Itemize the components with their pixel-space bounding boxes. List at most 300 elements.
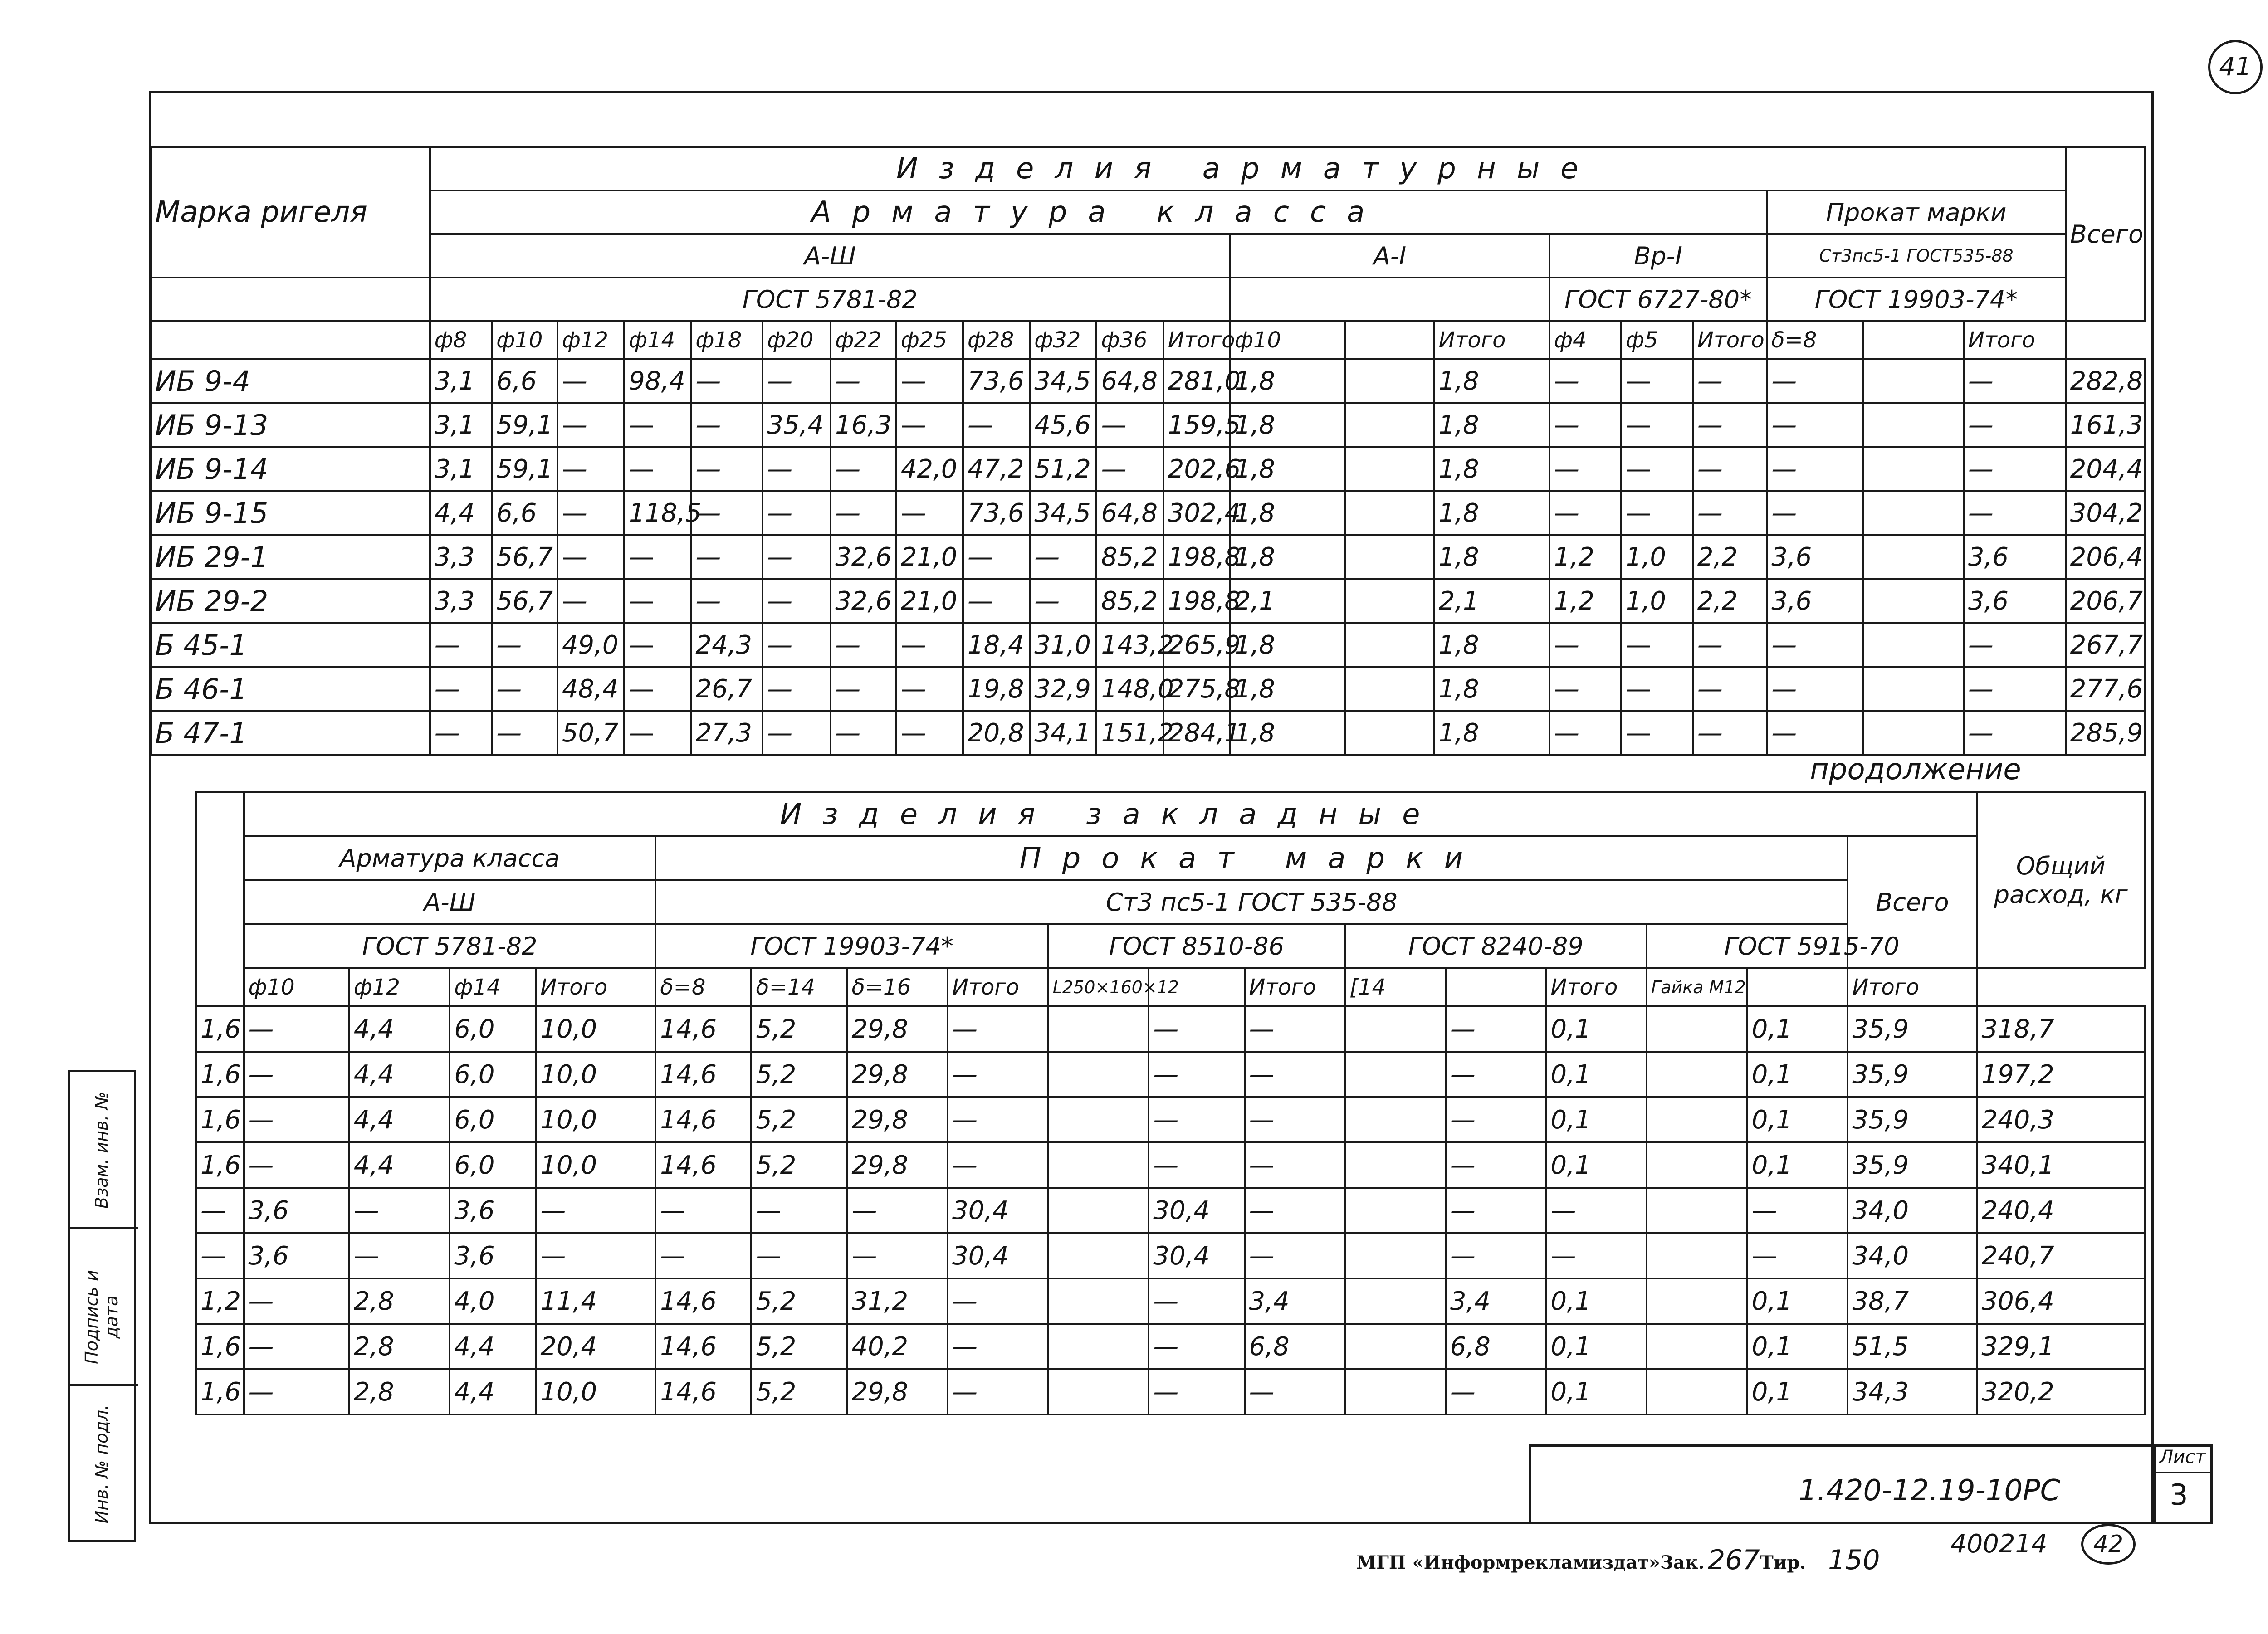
table-cell: 3,6 — [1767, 535, 1863, 579]
table-cell: — — [244, 1052, 349, 1097]
table-cell: — — [1767, 623, 1863, 667]
table-cell — [1345, 1233, 1446, 1278]
table-cell — [1345, 667, 1434, 711]
table-cell: — — [624, 579, 691, 623]
row-total: 277,6 — [2066, 667, 2145, 711]
table-row — [196, 1142, 2145, 1188]
table-cell: 198,8 — [1163, 579, 1230, 623]
table-row — [151, 579, 2145, 623]
sheet-number: 3 — [2170, 1478, 2188, 1512]
table-cell — [1345, 1097, 1446, 1142]
table-cell: 6,0 — [450, 1052, 536, 1097]
table-cell: — — [948, 1142, 1048, 1188]
table2-prokat-header: Прокат марки — [655, 836, 1848, 880]
table-cell: 4,4 — [349, 1097, 450, 1142]
column-header: ф5 — [1621, 321, 1693, 359]
table-row — [196, 1052, 2145, 1097]
table-cell: — — [691, 359, 763, 403]
table-cell: 64,8 — [1096, 359, 1163, 403]
table-cell: 3,3 — [430, 535, 492, 579]
table-cell: 59,1 — [492, 403, 557, 447]
table-cell: 275,8 — [1163, 667, 1230, 711]
table-cell: 1,8 — [1434, 667, 1549, 711]
row-vsego: 38,7 — [1848, 1278, 1977, 1324]
table-cell: — — [831, 359, 896, 403]
table-cell: 47,2 — [963, 447, 1030, 491]
table-cell: 56,7 — [492, 579, 557, 623]
table-cell: — — [1767, 491, 1863, 535]
sheet-box — [2154, 1444, 2213, 1524]
table-cell: — — [624, 403, 691, 447]
table-cell: — — [1446, 1369, 1546, 1415]
class-vr1-header: Вр-I — [1549, 234, 1767, 278]
table-row — [151, 711, 2145, 755]
table-cell: 3,6 — [450, 1233, 536, 1278]
table-cell: — — [624, 447, 691, 491]
column-header: Итого — [1163, 321, 1230, 359]
table-cell: — — [1767, 447, 1863, 491]
table2-gost-8240: ГОСТ 8240-89 — [1345, 924, 1647, 968]
table-cell — [1863, 623, 1964, 667]
table-cell: 34,5 — [1030, 491, 1096, 535]
column-header: Итого — [948, 968, 1048, 1006]
table-cell: 32,9 — [1030, 667, 1096, 711]
table-cell: 6,0 — [450, 1142, 536, 1188]
row-total: 204,4 — [2066, 447, 2145, 491]
table-cell — [1647, 1142, 1747, 1188]
table-cell: 1,8 — [1230, 623, 1345, 667]
table-cell: — — [557, 491, 624, 535]
table-cell: 10,0 — [536, 1006, 655, 1052]
column-header: ф10 — [244, 968, 349, 1006]
table-cell: 0,1 — [1747, 1369, 1848, 1415]
table-cell: 3,4 — [1446, 1278, 1546, 1324]
row-mark: ИБ 9-4 — [151, 359, 430, 403]
table-cell: 1,2 — [196, 1278, 244, 1324]
class-a1-header: А-I — [1230, 234, 1549, 278]
table-cell: — — [1747, 1233, 1848, 1278]
table-cell: 2,2 — [1693, 535, 1767, 579]
table-cell: 20,4 — [536, 1324, 655, 1369]
table-cell: 148,0 — [1096, 667, 1163, 711]
table-cell — [1048, 1278, 1149, 1324]
table-cell: — — [349, 1233, 450, 1278]
table-cell: 29,8 — [847, 1097, 948, 1142]
table-cell: 5,2 — [751, 1369, 847, 1415]
table-cell: 0,1 — [1747, 1324, 1848, 1369]
table-cell: — — [492, 667, 557, 711]
table-cell: — — [1964, 491, 2066, 535]
table-cell: 26,7 — [691, 667, 763, 711]
row-total: 267,7 — [2066, 623, 2145, 667]
table-cell: — — [1621, 359, 1693, 403]
page-number-top: 41 — [2208, 40, 2263, 94]
table-cell: 30,4 — [1149, 1188, 1244, 1233]
prokat-grade-header: Ст3пс5-1 ГОСТ535-88 — [1767, 234, 2066, 278]
table-cell: 1,2 — [1549, 535, 1621, 579]
table-cell: 98,4 — [624, 359, 691, 403]
table-cell: — — [557, 403, 624, 447]
table-cell: 202,6 — [1163, 447, 1230, 491]
table-cell — [1345, 579, 1434, 623]
table-cell: 18,4 — [963, 623, 1030, 667]
table-cell: 14,6 — [655, 1369, 751, 1415]
table-cell: — — [196, 1188, 244, 1233]
table-cell: — — [624, 667, 691, 711]
table-cell: 1,8 — [1434, 359, 1549, 403]
table-cell: — — [1030, 579, 1096, 623]
table-cell: 302,4 — [1163, 491, 1230, 535]
table-cell: — — [1621, 711, 1693, 755]
table-cell: — — [430, 667, 492, 711]
table-cell: 2,1 — [1434, 579, 1549, 623]
table-cell: — — [691, 447, 763, 491]
table-cell — [1048, 1097, 1149, 1142]
table-cell: — — [1693, 711, 1767, 755]
table-cell: 284,1 — [1163, 711, 1230, 755]
gost-6727-header: ГОСТ 6727-80* — [1549, 278, 1767, 321]
column-header — [1345, 321, 1434, 359]
table-cell: 24,3 — [691, 623, 763, 667]
table-cell: — — [1693, 491, 1767, 535]
table-cell: 1,8 — [1230, 667, 1345, 711]
row-vsego: 35,9 — [1848, 1052, 1977, 1097]
table-cell: — — [948, 1369, 1048, 1415]
table-cell: 19,8 — [963, 667, 1030, 711]
table-cell: 48,4 — [557, 667, 624, 711]
table-cell: 6,6 — [492, 491, 557, 535]
table-cell: — — [763, 491, 831, 535]
table-cell: 0,1 — [1546, 1278, 1647, 1324]
side-label-signature-date: Подпись и дата — [82, 1270, 122, 1364]
row-mark: ИБ 29-2 — [151, 579, 430, 623]
column-header: [14 — [1345, 968, 1446, 1006]
table2-total-header: Общий расход, кг — [1977, 792, 2145, 968]
table-cell — [1647, 1324, 1747, 1369]
table-cell: 42,0 — [896, 447, 963, 491]
table-cell: 5,2 — [751, 1097, 847, 1142]
column-header: ф12 — [557, 321, 624, 359]
table-cell: — — [1245, 1142, 1345, 1188]
table-cell: 6,8 — [1446, 1324, 1546, 1369]
table-cell: — — [831, 447, 896, 491]
table-cell: 1,6 — [196, 1369, 244, 1415]
column-header: δ=8 — [1767, 321, 1863, 359]
table2-gost-19903: ГОСТ 19903-74* — [655, 924, 1048, 968]
table-cell: — — [763, 359, 831, 403]
table-cell: 30,4 — [948, 1233, 1048, 1278]
table-cell: — — [1964, 447, 2066, 491]
table-cell: 14,6 — [655, 1052, 751, 1097]
column-header — [1863, 321, 1964, 359]
table-cell: 31,0 — [1030, 623, 1096, 667]
table-cell — [1863, 579, 1964, 623]
table-cell: 1,6 — [196, 1324, 244, 1369]
table-cell: — — [1446, 1188, 1546, 1233]
table-cell: — — [1693, 447, 1767, 491]
table-row — [151, 667, 2145, 711]
column-header: Итого — [1964, 321, 2066, 359]
table-cell: 1,8 — [1434, 447, 1549, 491]
table-cell: — — [1149, 1278, 1244, 1324]
row-mark: Б 46-1 — [151, 667, 430, 711]
table-cell — [1345, 403, 1434, 447]
table-cell: 1,8 — [1434, 623, 1549, 667]
table-cell: — — [492, 623, 557, 667]
table-cell: — — [557, 447, 624, 491]
table-cell: — — [1964, 359, 2066, 403]
table-cell: — — [831, 491, 896, 535]
column-header: Итого — [1434, 321, 1549, 359]
table-cell: 10,0 — [536, 1369, 655, 1415]
table-cell: — — [1747, 1188, 1848, 1233]
table-cell: 31,2 — [847, 1278, 948, 1324]
table-cell: — — [1693, 667, 1767, 711]
table-cell — [1048, 1052, 1149, 1097]
table-cell: — — [557, 359, 624, 403]
table-cell: 29,8 — [847, 1006, 948, 1052]
table-cell: — — [1245, 1006, 1345, 1052]
row-vsego: 34,0 — [1848, 1233, 1977, 1278]
table-cell: 32,6 — [831, 535, 896, 579]
row-mark: ИБ 9-13 — [151, 403, 430, 447]
table-cell — [1345, 359, 1434, 403]
table-cell: 21,0 — [896, 535, 963, 579]
table-cell: — — [1446, 1097, 1546, 1142]
table-cell: 59,1 — [492, 447, 557, 491]
table-cell: — — [1245, 1052, 1345, 1097]
table-cell — [1647, 1233, 1747, 1278]
table-cell: — — [1693, 359, 1767, 403]
table-cell: 5,2 — [751, 1278, 847, 1324]
table-cell — [1863, 667, 1964, 711]
table-cell: 0,1 — [1546, 1006, 1647, 1052]
table-cell: 198,8 — [1163, 535, 1230, 579]
row-total: 240,3 — [1977, 1097, 2145, 1142]
column-header: ф28 — [963, 321, 1030, 359]
column-header: ф20 — [763, 321, 831, 359]
row-total: 206,7 — [2066, 579, 2145, 623]
table-cell: — — [691, 535, 763, 579]
row-vsego: 34,0 — [1848, 1188, 1977, 1233]
table-cell: — — [244, 1006, 349, 1052]
table-cell: — — [948, 1052, 1048, 1097]
table-cell: — — [1549, 667, 1621, 711]
table-cell: 2,1 — [1230, 579, 1345, 623]
table-cell — [1863, 491, 1964, 535]
table-cell: — — [1149, 1097, 1244, 1142]
table-cell: — — [1621, 403, 1693, 447]
table-cell: — — [1446, 1233, 1546, 1278]
table-cell — [1048, 1188, 1149, 1233]
table-cell: 2,8 — [349, 1369, 450, 1415]
bottom-page-number: 42 — [2081, 1524, 2136, 1565]
column-header: Итого — [1546, 968, 1647, 1006]
table-cell: — — [1693, 403, 1767, 447]
table-cell: — — [1245, 1097, 1345, 1142]
table-cell: — — [1767, 403, 1863, 447]
table-cell: 73,6 — [963, 491, 1030, 535]
table-cell: 3,1 — [430, 403, 492, 447]
table-cell: 4,4 — [430, 491, 492, 535]
table-cell: 0,1 — [1747, 1006, 1848, 1052]
table-cell: 3,1 — [430, 359, 492, 403]
table-cell: — — [1446, 1006, 1546, 1052]
table-cell: — — [847, 1188, 948, 1233]
table-row — [151, 447, 2145, 491]
table-row — [151, 535, 2145, 579]
table-cell: 1,8 — [1230, 359, 1345, 403]
row-total: 306,4 — [1977, 1278, 2145, 1324]
table-cell — [1345, 447, 1434, 491]
table-cell: 34,1 — [1030, 711, 1096, 755]
table2-grade: Ст3 пс5-1 ГОСТ 535-88 — [655, 880, 1848, 924]
continuation-label: продолжение — [1810, 753, 2021, 786]
table-cell — [1647, 1278, 1747, 1324]
table-cell: 5,2 — [751, 1006, 847, 1052]
table-cell: 159,5 — [1163, 403, 1230, 447]
table-cell: 1,8 — [1230, 403, 1345, 447]
table-cell: — — [557, 579, 624, 623]
table-cell: 143,2 — [1096, 623, 1163, 667]
table-cell: 4,4 — [349, 1006, 450, 1052]
stamp-code: 400214 — [1950, 1529, 2048, 1559]
table-cell: — — [1964, 623, 2066, 667]
table-cell: — — [763, 711, 831, 755]
reinforcement-items-table — [150, 146, 2146, 756]
table-cell: — — [536, 1188, 655, 1233]
table-cell: 3,6 — [244, 1233, 349, 1278]
table-cell: 1,8 — [1230, 535, 1345, 579]
table-cell: 6,6 — [492, 359, 557, 403]
table-cell: — — [1149, 1006, 1244, 1052]
table-cell: 2,2 — [1693, 579, 1767, 623]
column-header: Итого — [1848, 968, 1977, 1006]
publisher-label: МГП «Информрекламиздат» — [1356, 1552, 1660, 1573]
table-cell: 1,8 — [1230, 447, 1345, 491]
table-cell: 1,6 — [196, 1052, 244, 1097]
table-cell: 20,8 — [963, 711, 1030, 755]
table-cell: — — [896, 623, 963, 667]
embedded-items-table — [195, 791, 2146, 1415]
table-cell: — — [948, 1278, 1048, 1324]
table-cell: — — [1149, 1142, 1244, 1188]
table-cell: 29,8 — [847, 1052, 948, 1097]
table-cell — [1345, 1369, 1446, 1415]
table-cell — [1345, 1188, 1446, 1233]
table-cell: 14,6 — [655, 1142, 751, 1188]
table-cell — [1345, 1278, 1446, 1324]
table-cell: 11,4 — [536, 1278, 655, 1324]
table-cell: — — [244, 1097, 349, 1142]
table-cell: 6,0 — [450, 1097, 536, 1142]
mark-header: Марка ригеля — [151, 147, 430, 278]
table-cell: — — [763, 623, 831, 667]
table-cell — [1863, 403, 1964, 447]
column-header: Итого — [536, 968, 655, 1006]
table-cell: 1,6 — [196, 1006, 244, 1052]
table-cell: — — [1245, 1369, 1345, 1415]
row-total: 240,4 — [1977, 1188, 2145, 1233]
side-binding-strip — [68, 1070, 136, 1542]
table-cell: 51,2 — [1030, 447, 1096, 491]
table-cell: — — [1767, 711, 1863, 755]
table-cell: 1,0 — [1621, 535, 1693, 579]
table2-class-a3: А-Ш — [244, 880, 656, 924]
table-cell: 4,4 — [349, 1142, 450, 1188]
table-cell — [1048, 1369, 1149, 1415]
armatura-class-header: Арматура класса — [430, 190, 1767, 234]
table-cell: — — [1549, 359, 1621, 403]
table-cell: 0,1 — [1747, 1142, 1848, 1188]
table-cell: — — [1621, 447, 1693, 491]
table-cell: 151,2 — [1096, 711, 1163, 755]
order-number: 267 — [1708, 1544, 1760, 1576]
row-total: 206,4 — [2066, 535, 2145, 579]
table-cell: — — [1767, 359, 1863, 403]
table-cell — [1048, 1324, 1149, 1369]
table-cell: 4,4 — [450, 1324, 536, 1369]
title-block — [1529, 1444, 2154, 1524]
column-header: ф14 — [624, 321, 691, 359]
table-cell: 4,4 — [450, 1369, 536, 1415]
table-cell: 6,8 — [1245, 1324, 1345, 1369]
print-run: 150 — [1828, 1544, 1880, 1576]
table-cell — [1048, 1006, 1149, 1052]
table-cell: — — [751, 1233, 847, 1278]
row-mark: Б 47-1 — [151, 711, 430, 755]
table-cell: — — [963, 535, 1030, 579]
table-cell: 3,6 — [1964, 579, 2066, 623]
row-mark: ИБ 9-14 — [151, 447, 430, 491]
column-header: Гайка М12 — [1647, 968, 1747, 1006]
table-cell: — — [948, 1097, 1048, 1142]
table-cell: 56,7 — [492, 535, 557, 579]
table-row — [196, 1278, 2145, 1324]
row-total: 285,9 — [2066, 711, 2145, 755]
column-header: Итого — [1245, 968, 1345, 1006]
table-cell: — — [948, 1006, 1048, 1052]
row-vsego: 35,9 — [1848, 1006, 1977, 1052]
table-cell: — — [691, 491, 763, 535]
table-cell: — — [244, 1324, 349, 1369]
table-cell — [1345, 623, 1434, 667]
table-cell: — — [655, 1188, 751, 1233]
table-cell: 45,6 — [1030, 403, 1096, 447]
column-header: ф22 — [831, 321, 896, 359]
table1-title: Изделия арматурные — [430, 147, 2066, 190]
row-vsego: 35,9 — [1848, 1097, 1977, 1142]
table-cell — [1647, 1369, 1747, 1415]
table-cell: 4,0 — [450, 1278, 536, 1324]
table-cell: 40,2 — [847, 1324, 948, 1369]
table-cell: 14,6 — [655, 1006, 751, 1052]
table-cell: 32,6 — [831, 579, 896, 623]
table-cell: 1,8 — [1230, 491, 1345, 535]
table-cell: — — [1621, 491, 1693, 535]
column-header — [1446, 968, 1546, 1006]
table-row — [196, 1097, 2145, 1142]
table-cell: — — [1446, 1052, 1546, 1097]
table-cell — [1863, 447, 1964, 491]
print-label: Тир. — [1760, 1552, 1806, 1573]
table-cell: — — [763, 535, 831, 579]
table-cell: — — [1096, 447, 1163, 491]
table-cell: 1,0 — [1621, 579, 1693, 623]
table-cell: 16,3 — [831, 403, 896, 447]
table-cell — [1863, 711, 1964, 755]
column-header: ф8 — [430, 321, 492, 359]
